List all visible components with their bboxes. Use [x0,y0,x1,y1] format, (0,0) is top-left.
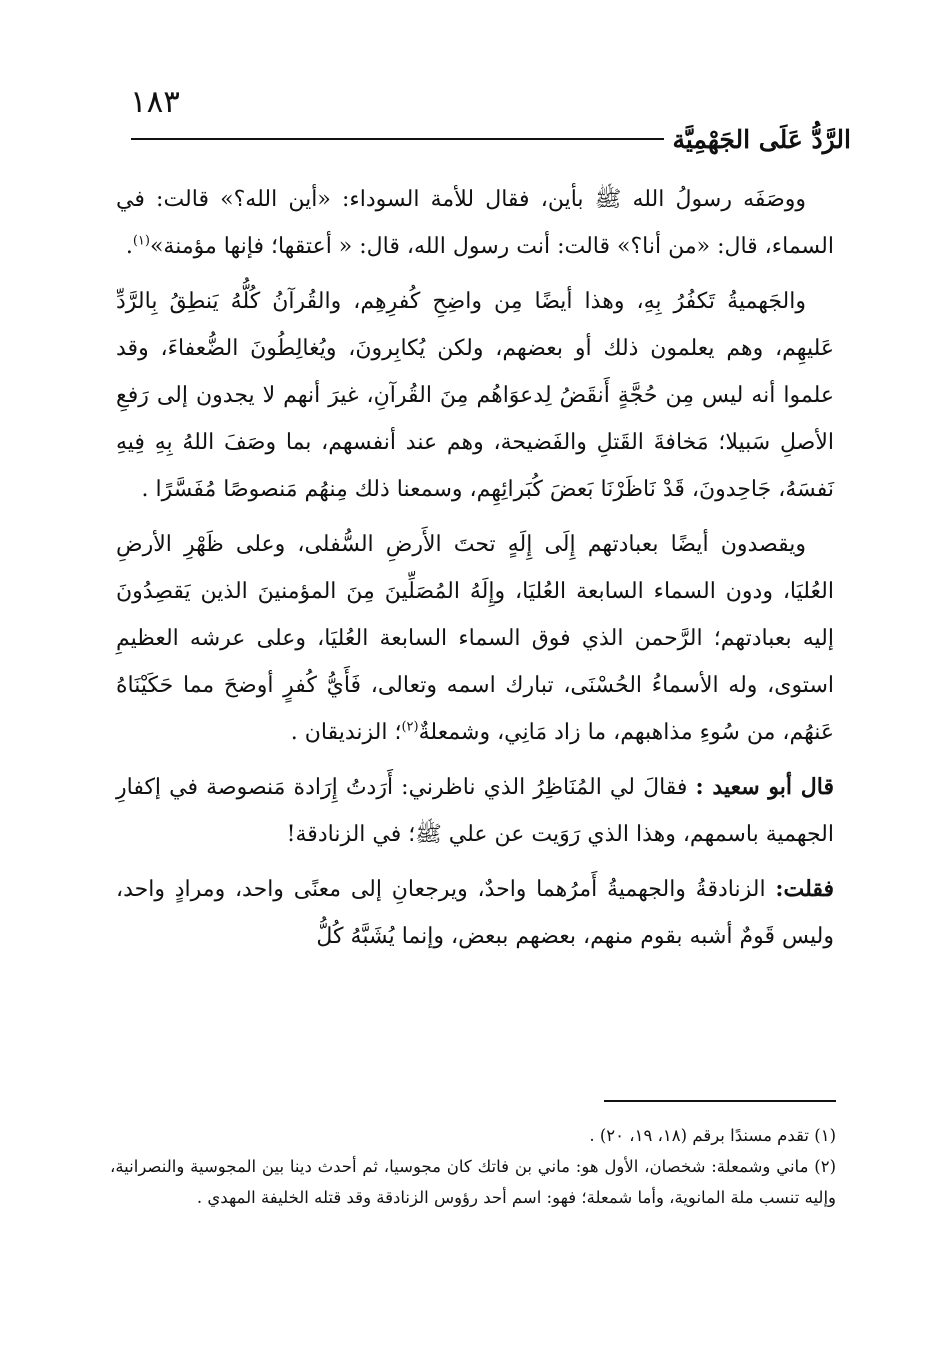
speaker-label: قال أبو سعيد : [695,774,834,800]
paragraph-3 [116,521,834,756]
paragraph-text: والجَهميةُ تَكفُرُ بِهِ، وهذا أيضًا مِن واضِحِ كُفرِهِم، والقُرآنُ كُلُّهُ يَنطِقُ بِالرَّدِّ عَليهِم، وهم يعلمون ذلك أو بعضهم، ولكن يُكابِرونَ، ويُغالِطُونَ الضُّعفاءَ، وقد علموا أنه ليس مِن حُجَّةٍ أَنقَضُ لِدعوَاهُم مِنَ القُرآنِ، غيرَ أنهم لا يجدون إلى رَفعِ الأصلِ سَبيلا؛ مَخافةَ القَتلِ والفَضيحة، وهم عند أنفسهم، بما وصَفَ اللهُ بِهِ فِيهِ نَفسَهُ، جَاحِدونَ، قَدْ نَاظَرْنَا بَعضَ كُبَرائِهِم، وسمعنا ذلك مِنهُم مَنصوصًا مُفَسَّرًا . [116,289,834,502]
footnote-ref-2: (٢) [401,719,419,735]
speaker-label: فقلت: [775,876,834,902]
paragraph-text: الزنادقةُ والجهميةُ أَمرُهما واحدٌ، ويرجعانِ إلى معنًى واحد، ومرادٍ واحد، وليس قَومٌ أشبه بقوم منهم، بعضهم ببعض، وإنما يُشَبَّهُ كُلُّ [116,877,834,949]
header-rule [131,138,721,140]
footnotes [110,1120,836,1213]
paragraph-4 [116,764,834,858]
footnote-2: (٢) ماني وشمعلة: شخصان، الأول هو: ماني بن فاتك كان مجوسيا، ثم أحدث دينا بين المجوسية والنصرانية، وإليه تنسب ملة المانوية، وأما شمعلة؛ فهو: اسم أحد رؤوس الزنادقة وقد قتله الخليفة المهدي . [110,1157,836,1207]
page-number: ١٨٣ [130,84,180,120]
paragraph-tail: . [125,234,133,259]
footnote-1: (١) تقدم مسندًا برقم (١٨، ١٩، ٢٠) . [589,1126,836,1145]
footnote-ref-1: (١) [132,233,150,249]
paragraph-5 [116,866,834,960]
running-title: الرَّدُّ عَلَى الجَهْمِيَّة [664,125,851,154]
paragraph-text: ويقصدون أيضًا بعبادتهم إِلَى إِلَهٍ تحتَ الأَرضِ السُّفلى، وعلى ظَهْرِ الأرضِ العُليَا، ودون السماء السابعة العُليَا، وإِلَهُ المُصَلِّينَ مِنَ المؤمنينَ الذين يَقصِدُونَ إليه بعبادتهم؛ الرَّحمن الذي فوق السماء السابعة العُليَا، وعلى عرشه العظيمِ استوى، وله الأسماءُ الحُسْنَى، تبارك اسمه وتعالى، فَأَيُّ كُفرٍ أوضحَ مما حَكَيْنَاهُ عَنهُم، من سُوءِ مذاهبهم، ما زاد مَانِي، وشمعلةٌ [116,532,834,745]
footnote-rule [604,1100,836,1102]
paragraph-tail: ؛ الزنديقان . [290,720,402,745]
paragraph-text: ووصَفَه رسولُ الله ﷺ بأين، فقال للأمة السوداء: «أين الله؟» قالت: في السماء، قال: «من أنا؟» قالت: أنت رسول الله، قال: « أعتقها؛ فإنها مؤمنة» [116,187,834,259]
main-text [116,176,834,968]
paragraph-1 [116,176,834,270]
paragraph-2 [116,278,834,513]
paragraph-text: فقالَ لي المُنَاظِرُ الذي ناظرني: أَرَدتُ إِرَادة مَنصوصة في إكفارِ الجهمية باسمهم، وهذا الذي رَوَيت عن علي ﷺ؛ في الزنادقة! [116,775,834,847]
